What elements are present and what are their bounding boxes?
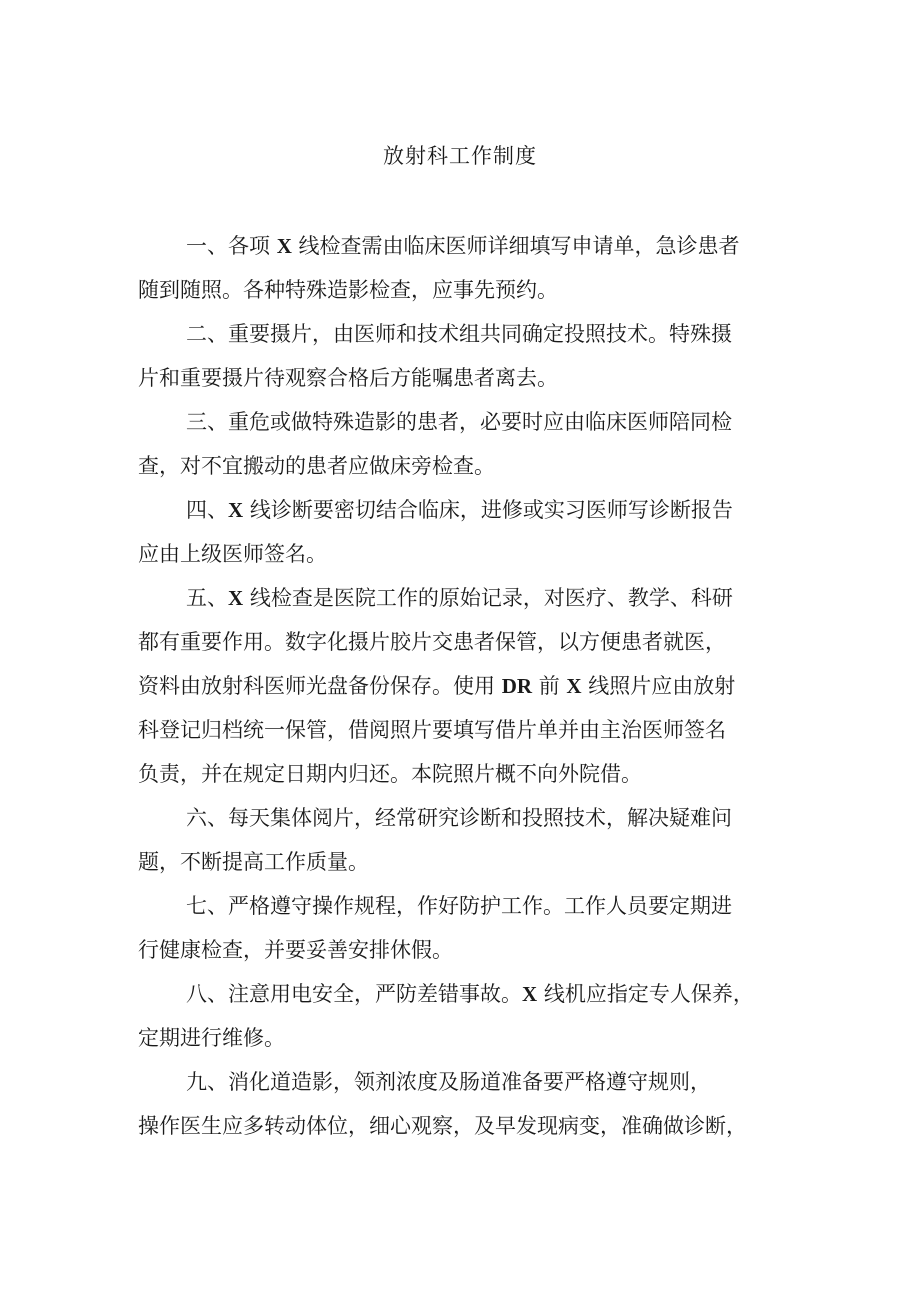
paragraph-line: 负责，并在规定日期内归还。本院照片概不向外院借。 xyxy=(138,762,642,786)
document-title: 放射科工作制度 xyxy=(383,144,537,168)
document-body xyxy=(138,224,788,1148)
paragraph-line: 片和重要摄片待观察合格后方能嘱患者离去。 xyxy=(138,366,558,390)
paragraph-line: 一、各项 X 线检查需由临床医师详细填写申请单，急诊患者 xyxy=(186,234,740,258)
paragraph-line: 四、X 线诊断要密切结合临床，进修或实习医师写诊断报告 xyxy=(186,498,733,522)
paragraph-9 xyxy=(138,1060,788,1148)
paragraph-line: 七、严格遵守操作规程，作好防护工作。工作人员要定期进 xyxy=(186,894,732,918)
paragraph-line: 都有重要作用。数字化摄片胶片交患者保管，以方便患者就医， xyxy=(138,630,726,654)
paragraph-4 xyxy=(138,488,788,576)
paragraph-line: 九、消化道造影，领剂浓度及肠道准备要严格遵守规则， xyxy=(186,1070,711,1094)
paragraph-8 xyxy=(138,972,788,1060)
paragraph-3 xyxy=(138,400,788,488)
paragraph-line: 行健康检查，并要妥善安排休假。 xyxy=(138,938,453,962)
paragraph-line: 题，不断提高工作质量。 xyxy=(138,850,369,874)
paragraph-line: 操作医生应多转动体位，细心观察，及早发现病变，准确做诊断， xyxy=(138,1114,747,1138)
bold-term: X xyxy=(566,674,582,698)
paragraph-line: 应由上级医师签名。 xyxy=(138,542,327,566)
paragraph-line: 三、重危或做特殊造影的患者，必要时应由临床医师陪同检 xyxy=(186,410,732,434)
paragraph-line: 二、重要摄片，由医师和技术组共同确定投照技术。特殊摄 xyxy=(186,322,732,346)
paragraph-line: 八、注意用电安全，严防差错事故。X 线机应指定专人保养， xyxy=(186,982,754,1006)
paragraph-line: 六、每天集体阅片，经常研究诊断和投照技术，解决疑难问 xyxy=(186,806,732,830)
paragraph-line: 资料由放射科医师光盘备份保存。使用 DR 前 X 线照片应由放射 xyxy=(138,674,736,698)
paragraph-2 xyxy=(138,312,788,400)
paragraph-1 xyxy=(138,224,788,312)
paragraph-line: 查，对不宜搬动的患者应做床旁检查。 xyxy=(138,454,495,478)
bold-term: DR xyxy=(501,674,533,698)
paragraph-line: 五、X 线检查是医院工作的原始记录，对医疗、教学、科研 xyxy=(186,586,733,610)
bold-term: X xyxy=(228,586,244,610)
paragraph-line: 定期进行维修。 xyxy=(138,1026,285,1050)
paragraph-6 xyxy=(138,796,788,884)
bold-term: X xyxy=(228,498,244,522)
bold-term: X xyxy=(522,982,538,1006)
paragraph-7 xyxy=(138,884,788,972)
paragraph-line: 随到随照。各种特殊造影检查，应事先预约。 xyxy=(138,278,558,302)
bold-term: X xyxy=(276,234,292,258)
paragraph-line: 科登记归档统一保管，借阅照片要填写借片单并由主治医师签名 xyxy=(138,718,726,742)
paragraph-5 xyxy=(138,576,788,796)
